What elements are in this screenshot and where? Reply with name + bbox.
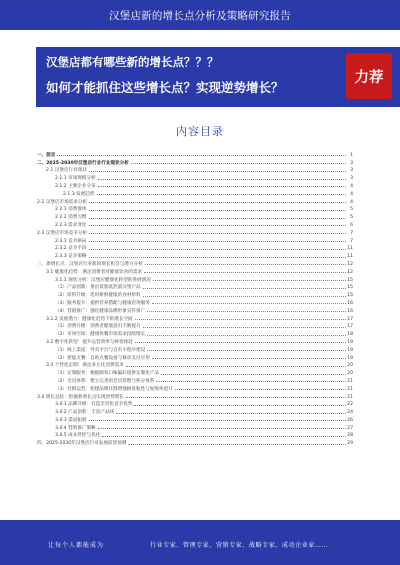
toc-leader-dots (89, 420, 346, 421)
toc-leader-dots (89, 202, 346, 203)
toc-entry[interactable] (37, 251, 353, 259)
toc-entry[interactable] (37, 173, 353, 181)
toc-leader-dots (135, 319, 346, 320)
toc-entry-title: 2.3 汉堡店市场竞争分析 (37, 230, 88, 236)
toc-entry-page: 12 (347, 261, 353, 267)
toc-entry-page: 11 (347, 246, 353, 252)
table-of-contents (37, 150, 353, 446)
toc-entry-title: 3.2 数字化转型：提升运营效率与顾客体验 (37, 339, 134, 345)
toc-entry-title: （2）会员体系：建立完善的会员管理与积分体系 (37, 378, 155, 384)
toc-entry-title: 2.2 汉堡店市场需求分析 (37, 199, 88, 205)
toc-entry-page: 28 (347, 433, 353, 439)
toc-leader-dots (97, 194, 346, 195)
toc-leader-dots (131, 163, 346, 164)
toc-leader-dots (152, 358, 346, 359)
toc-entry-page: 4 (350, 191, 353, 197)
toc-entry[interactable] (37, 212, 353, 220)
toc-entry-title: 3.1.2 发展潜力：健康化趋势下的增长空间 (37, 316, 134, 322)
toc-leader-dots (89, 210, 346, 211)
toc-leader-dots (152, 303, 346, 304)
toc-entry[interactable] (37, 189, 353, 197)
toc-entry-page: 18 (347, 332, 353, 338)
toc-entry-page: 21 (347, 394, 353, 400)
toc-leader-dots (145, 264, 346, 265)
toc-entry[interactable] (37, 353, 353, 361)
toc-entry[interactable] (37, 407, 353, 415)
toc-entry[interactable] (37, 314, 353, 322)
toc-entry[interactable] (37, 290, 353, 298)
toc-entry[interactable] (37, 244, 353, 252)
toc-entry-title: 3.4.4 营销推广策略 (37, 425, 97, 431)
toc-entry[interactable] (37, 431, 353, 439)
toc-leader-dots (89, 225, 346, 226)
toc-entry[interactable] (37, 384, 353, 392)
toc-entry-title: 2.2.1 消费群体 (37, 206, 88, 212)
toc-leader-dots (144, 272, 346, 273)
toc-entry-page: 22 (347, 402, 353, 408)
toc-entry-title: （4）营销推广：强化健康品牌形象宣传推广 (37, 308, 146, 314)
toc-entry-page: 3 (350, 168, 353, 174)
toc-entry-page: 15 (347, 277, 353, 283)
toc-entry-page: 4 (350, 199, 353, 205)
toc-entry-title: （2）智能点餐：自助点餐设备与移动支付应用 (37, 355, 151, 361)
toc-entry-title: 3.1.1 现状分析：汉堡店健康化转型的进展情况 (37, 277, 152, 283)
toc-entry-page: 29 (347, 441, 353, 447)
toc-heading: 内容目录 (176, 125, 224, 138)
toc-entry-page: 27 (347, 425, 353, 431)
toc-entry[interactable] (37, 337, 353, 345)
toc-entry-title: 3.3 个性化定制：满足多元化消费需求 (37, 362, 125, 368)
toc-entry-title: 3.4.3 渠道拓展 (37, 417, 88, 423)
toc-entry[interactable] (37, 259, 353, 267)
toc-entry-page: 11 (347, 254, 353, 260)
toc-entry[interactable] (37, 400, 353, 408)
toc-entry-title: 2.2.3 需求变化 (37, 222, 88, 228)
toc-entry-title: （2）市场空间：健康快餐市场需求持续增长 (37, 331, 146, 337)
toc-entry[interactable] (37, 158, 353, 166)
report-title: 汉堡店新的增长点分析及策略研究报告 (109, 9, 291, 22)
toc-entry[interactable] (37, 423, 353, 431)
toc-leader-dots (89, 249, 346, 250)
toc-leader-dots (126, 397, 346, 398)
toc-entry-page: 12 (347, 269, 353, 275)
toc-entry-title: （3）社群运营：构建品牌社群增强顾客粘性与复购率提升 (37, 386, 174, 392)
toc-entry-page: 19 (347, 355, 353, 361)
toc-leader-dots (126, 366, 346, 367)
toc-entry[interactable] (37, 283, 353, 291)
toc-entry[interactable] (37, 197, 353, 205)
toc-leader-dots (161, 374, 346, 375)
toc-entry-page: 4 (350, 183, 353, 189)
toc-entry-page: 3 (350, 176, 353, 182)
toc-entry-page: 20 (347, 371, 353, 377)
toc-entry-title: 四、2025-2030年汉堡店行业发展前景预测 (37, 441, 127, 447)
toc-entry[interactable] (37, 220, 353, 228)
toc-entry[interactable] (37, 306, 353, 314)
toc-leader-dots (153, 280, 346, 281)
toc-leader-dots (98, 428, 346, 429)
report-header (0, 0, 400, 30)
toc-entry-page: 5 (350, 207, 353, 213)
recommend-badge-label: 力荐 (354, 68, 384, 86)
toc-entry-page: 7 (350, 230, 353, 236)
toc-entry-title: 一、前言 (37, 152, 56, 158)
toc-entry-title: 3.4.5 成本管控与优化 (37, 432, 101, 438)
toc-entry[interactable] (37, 166, 353, 174)
toc-entry[interactable] (37, 361, 353, 369)
toc-entry[interactable] (37, 150, 353, 158)
toc-entry-title: （2）原料升级：选用新鲜健康的食材原料 (37, 292, 142, 298)
toc-entry[interactable] (37, 438, 353, 446)
footer-slogan: 让每个人都能成为 (48, 542, 105, 549)
toc-leader-dots (175, 389, 346, 390)
toc-entry-page: 1 (350, 152, 353, 158)
toc-leader-dots (143, 288, 346, 289)
toc-entry-title: （1）产品创新：推出低脂低热量汉堡产品 (37, 284, 142, 290)
toc-leader-dots (143, 327, 346, 328)
toc-entry[interactable] (37, 236, 353, 244)
toc-leader-dots (98, 186, 346, 187)
toc-entry-title: 2.3.3 竞争策略 (37, 253, 88, 259)
toc-entry-title: 3.1 健康化趋势：满足消费者对健康饮食的需求 (37, 269, 143, 275)
toc-entry-page: 7 (350, 238, 353, 244)
toc-entry-page: 24 (347, 410, 353, 416)
toc-entry[interactable] (37, 415, 353, 423)
toc-entry-title: 三、新增长点：汉堡店行业新的增长机会与潜力分析 (37, 261, 143, 267)
toc-entry[interactable] (37, 345, 353, 353)
toc-entry[interactable] (37, 275, 353, 283)
toc-entry-title: 2.3.2 竞争手段 (37, 245, 88, 251)
toc-entry-title: （3）服务提升：提供营养搭配与健康咨询服务 (37, 300, 151, 306)
toc-entry[interactable] (37, 298, 353, 306)
toc-entry[interactable] (37, 267, 353, 275)
banner-subquestion: 如何才能抓住这些增长点？实现逆势增长？ (46, 80, 284, 95)
toc-leader-dots (156, 381, 346, 382)
toc-entry[interactable] (37, 181, 353, 189)
footer-bar (0, 520, 400, 565)
toc-entry-page: 15 (347, 285, 353, 291)
toc-entry-page: 21 (347, 386, 353, 392)
toc-leader-dots (89, 241, 346, 242)
toc-entry-page: 17 (347, 324, 353, 330)
toc-entry-title: 2.3.1 竞争格局 (37, 238, 88, 244)
toc-entry-title: （1）消费升级：消费者健康意识不断提升 (37, 323, 142, 329)
toc-entry-page: 19 (347, 339, 353, 345)
toc-entry-page: 15 (347, 293, 353, 299)
toc-leader-dots (116, 413, 346, 414)
toc-entry-page: 5 (350, 215, 353, 221)
toc-entry-title: 3.4.1 品牌升级：打造差异化竞争优势 (37, 401, 133, 407)
toc-entry-title: 2.1.2 主要企业分布 (37, 183, 97, 189)
toc-leader-dots (134, 405, 346, 406)
toc-entry[interactable] (37, 392, 353, 400)
toc-entry-page: 16 (347, 308, 353, 314)
toc-entry[interactable] (37, 228, 353, 236)
headline-banner (36, 47, 400, 107)
toc-leader-dots (89, 233, 346, 234)
toc-entry-page: 16 (347, 300, 353, 306)
toc-entry-title: 2.1 汉堡店行业现状 (37, 167, 88, 173)
toc-leader-dots (57, 155, 346, 156)
toc-leader-dots (89, 257, 346, 258)
toc-entry-title: 2.2.2 消费习惯 (37, 214, 88, 220)
toc-entry-title: 二、2025-2030年汉堡店行业行业现状分析 (37, 160, 129, 166)
toc-entry-title: 3.4 增长总结：把握新增长点实现逆势增长 (37, 394, 124, 400)
toc-leader-dots (147, 311, 346, 312)
toc-leader-dots (147, 335, 346, 336)
toc-entry[interactable] (37, 329, 353, 337)
toc-entry-page: 26 (347, 417, 353, 423)
banner-question: 汉堡店都有哪些新的增长点？？？ (46, 55, 219, 69)
recommend-badge (346, 53, 392, 99)
footer-roles: 行业专家、管理专家、营销专家、战略专家、成功企业家…… (150, 542, 329, 549)
toc-entry-page: 6 (350, 222, 353, 228)
toc-entry-page: 19 (347, 347, 353, 353)
toc-entry[interactable] (37, 205, 353, 213)
toc-entry-title: （1）定制服务：根据顾客口味偏好提供定制化产品 (37, 370, 160, 376)
toc-entry-title: 2.1.1 市场规模分析 (37, 175, 97, 181)
toc-entry-title: 3.4.2 产品创新：丰富产品线 (37, 409, 115, 415)
toc-leader-dots (143, 296, 346, 297)
toc-entry-page: 17 (347, 316, 353, 322)
toc-entry-title: （1）线上渠道：外卖平台与自有小程序建设 (37, 347, 146, 353)
toc-entry-title: 2.1.3 发展趋势 (37, 191, 96, 197)
toc-entry-page: 21 (347, 378, 353, 384)
toc-leader-dots (89, 218, 346, 219)
toc-leader-dots (102, 436, 346, 437)
toc-entry-page: 3 (350, 160, 353, 166)
toc-entry-page: 20 (347, 363, 353, 369)
toc-entry[interactable] (37, 368, 353, 376)
toc-entry[interactable] (37, 322, 353, 330)
toc-leader-dots (147, 350, 346, 351)
toc-leader-dots (135, 342, 346, 343)
toc-leader-dots (128, 444, 346, 445)
toc-leader-dots (98, 179, 346, 180)
toc-leader-dots (89, 171, 346, 172)
toc-entry[interactable] (37, 376, 353, 384)
